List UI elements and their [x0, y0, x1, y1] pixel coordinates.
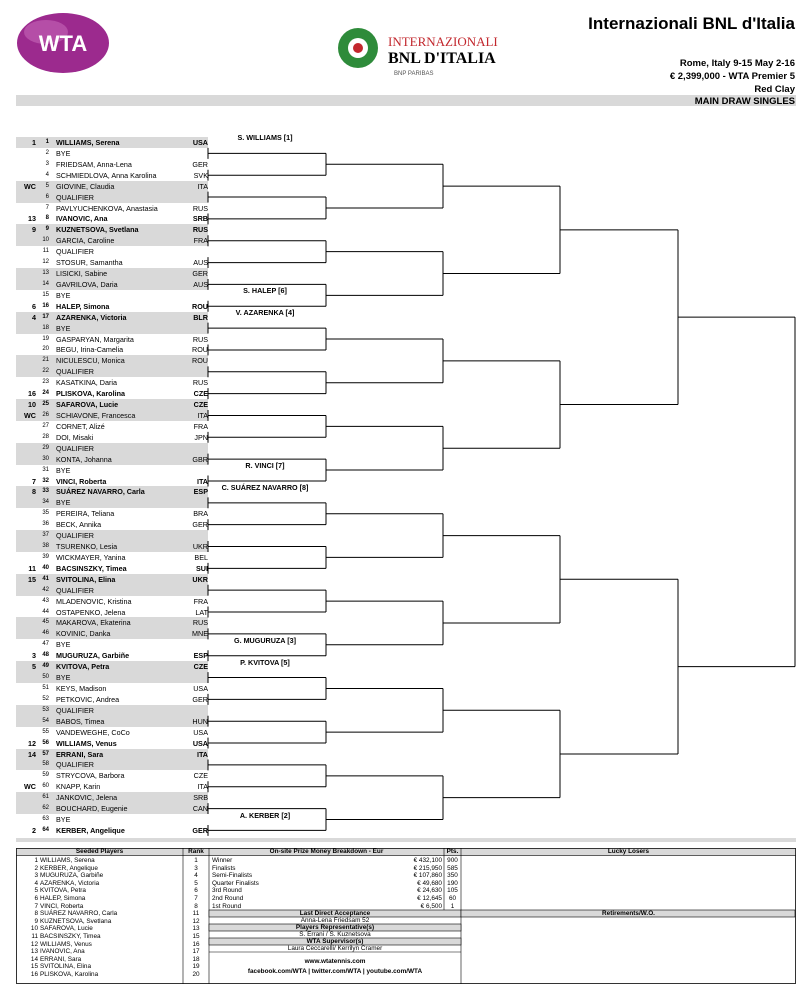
nationality: FRA	[193, 421, 208, 431]
prize-points: 60	[448, 895, 457, 902]
player-name: MUGURUZA, Garbiñe	[56, 651, 130, 661]
players-rep-header: Players Representative(s)	[295, 924, 375, 931]
seed-label: 4	[32, 312, 36, 322]
nationality: RUS	[192, 225, 208, 235]
nationality: BRA	[193, 509, 208, 519]
seeded-player: BACSINSZKY, Timea	[40, 933, 101, 940]
nationality: MNE	[192, 629, 208, 639]
seed-number: 16	[30, 971, 38, 978]
player-name: SAFAROVA, Lucie	[56, 400, 119, 410]
draw-number: 62	[42, 805, 49, 812]
seeded-player: SAFAROVA, Lucie	[40, 925, 93, 933]
nationality: JPN	[194, 432, 208, 442]
prize-money: € 24,630	[417, 887, 442, 895]
nationality: UKR	[192, 574, 208, 584]
last-direct-header: Last Direct Acceptance	[299, 910, 371, 917]
prize-money: € 6,500	[420, 902, 442, 910]
draw-number: 60	[42, 783, 49, 790]
draw-number: 16	[42, 302, 49, 309]
player-name: TSURENKO, Lesia	[56, 542, 118, 552]
player-name: KOVINIC, Danka	[56, 629, 111, 639]
seeded-rank: 3	[194, 864, 198, 872]
player-name: BYE	[56, 290, 71, 300]
nationality: GER	[192, 694, 208, 704]
seeded-rank: 17	[192, 948, 200, 956]
player-name: BYE	[56, 148, 71, 158]
seed-label: 11	[28, 563, 36, 573]
nationality: SRB	[192, 214, 208, 224]
lucky-losers-header: Lucky Losers	[607, 848, 650, 855]
nationality: CAN	[192, 804, 208, 814]
nationality: UKR	[192, 542, 208, 552]
draw-number: 15	[42, 291, 49, 298]
player-name: GIOVINE, Claudia	[56, 181, 115, 191]
prize-money: € 12,645	[417, 895, 442, 902]
nationality: USA	[193, 727, 208, 737]
player-name: MLADENOVIC, Kristina	[56, 596, 132, 606]
draw-number: 64	[42, 826, 49, 833]
event-logo-sub: BNP PARIBAS	[394, 71, 434, 77]
seed-label: 10	[28, 400, 36, 410]
player-name: PETKOVIC, Andrea	[56, 694, 120, 704]
nationality: BEL	[194, 552, 208, 562]
draw-type: MAIN DRAW SINGLES	[694, 96, 795, 107]
nationality: BLR	[193, 312, 208, 322]
seed-label: 7	[32, 476, 36, 486]
seed-number: 5	[34, 887, 38, 895]
draw-number: 8	[45, 215, 49, 222]
player-name: FRIEDSAM, Anna-Lena	[56, 159, 132, 169]
player-name: ERRANI, Sara	[56, 749, 104, 759]
seed-number: 6	[34, 895, 38, 902]
nationality: SRB	[193, 793, 208, 803]
player-name: PAVLYUCHENKOVA, Anastasia	[56, 203, 158, 213]
seed-number: 15	[30, 963, 38, 971]
draw-number: 57	[42, 750, 49, 757]
player-name: WICKMAYER, Yanina	[56, 552, 126, 562]
seeded-rank: 13	[192, 925, 200, 933]
social-links[interactable]: facebook.com/WTA | twitter.com/WTA | youtube.com/WTA	[247, 968, 423, 975]
player-name: JANKOVIC, Jelena	[56, 793, 118, 803]
divider	[16, 838, 796, 842]
player-name: BACSINSZKY, Timea	[56, 563, 127, 573]
nationality: USA	[192, 138, 208, 147]
seeded-rank: 16	[192, 940, 200, 948]
player-name: QUALIFIER	[56, 367, 94, 377]
player-name: WILLIAMS, Serena	[56, 138, 120, 147]
event-logo-line2: BNL D'ITALIA	[388, 50, 496, 67]
draw-number: 61	[42, 794, 49, 801]
player-name: LISICKI, Sabine	[56, 269, 108, 279]
draw-number: 43	[42, 597, 49, 604]
draw-number: 32	[42, 477, 49, 484]
seed-number: 1	[34, 857, 38, 864]
prize-round: Winner	[212, 857, 233, 864]
supervisor-header: WTA Supervisor(s)	[306, 938, 364, 945]
player-name: QUALIFIER	[56, 192, 94, 202]
second-round-winner: A. KERBER [2]	[239, 810, 291, 820]
seed-number: 9	[34, 917, 38, 925]
draw-number: 23	[42, 379, 49, 386]
seed-label: 16	[28, 389, 36, 399]
second-round-winner: S. WILLIAMS [1]	[237, 133, 293, 143]
seeded-header: Seeded Players	[75, 848, 124, 855]
seed-label: 14	[28, 749, 36, 759]
player-name: BYE	[56, 640, 71, 650]
player-name: KEYS, Madison	[56, 684, 107, 693]
player-name: SCHMIEDLOVA, Anna Karolina	[56, 170, 157, 180]
seeded-rank: 4	[194, 872, 198, 880]
seed-label: 3	[32, 651, 36, 661]
prize-points: 900	[447, 857, 458, 864]
nationality: USA	[193, 684, 208, 693]
seeded-rank: 18	[192, 955, 200, 963]
seeded-player: WILLIAMS, Venus	[40, 940, 92, 948]
player-name: PEREIRA, Teliana	[56, 509, 115, 519]
prize-money: € 49,680	[417, 879, 442, 887]
seed-number: 8	[34, 910, 38, 918]
prize-round: Semi-Finalists	[212, 872, 253, 880]
draw-number: 39	[42, 553, 49, 560]
supervisor-value: Laura Ceccarelli/ Kerrilyn Cramer	[287, 945, 383, 952]
seeded-player: VINCI, Roberta	[40, 902, 84, 910]
player-name: SUÁREZ NAVARRO, Carla	[56, 487, 145, 497]
player-name: SVITOLINA, Elina	[56, 574, 116, 584]
player-name: VANDEWEGHE, CoCo	[56, 727, 130, 737]
second-round-winner: G. MUGURUZA [3]	[233, 635, 297, 645]
player-name: OSTAPENKO, Jelena	[56, 607, 126, 617]
player-name: KONTA, Johanna	[56, 454, 112, 464]
nationality: CZE	[193, 771, 208, 781]
draw-number: 46	[42, 630, 49, 637]
draw-number: 7	[45, 204, 49, 211]
player-name: BYE	[56, 498, 71, 508]
draw-number: 12	[42, 259, 49, 266]
tournament-title: Internazionali BNL d'Italia	[588, 14, 795, 33]
draw-number: 19	[42, 335, 49, 342]
player-name: BYE	[56, 673, 71, 683]
player-name: BECK, Annika	[56, 520, 102, 530]
footer-table	[16, 848, 796, 984]
prize-round: 2nd Round	[212, 895, 244, 902]
draw-number: 4	[45, 171, 49, 178]
draw-number: 56	[42, 739, 49, 746]
prize-points: 105	[447, 887, 458, 895]
player-name: BYE	[56, 465, 71, 475]
seed-label: WC	[24, 411, 36, 420]
draw-number: 54	[42, 717, 49, 724]
retirements-header: Retirements/W.O.	[602, 910, 655, 917]
nationality: HUN	[192, 716, 208, 726]
seed-label: 9	[32, 225, 36, 235]
seeded-rank: 5	[194, 879, 198, 887]
prize-points: 190	[447, 879, 458, 887]
draw-number: 3	[45, 160, 49, 167]
player-name: HALEP, Simona	[56, 301, 110, 311]
seeded-rank: 1	[194, 857, 198, 864]
seeded-rank: 15	[192, 933, 200, 940]
draw-number: 33	[42, 488, 49, 495]
last-direct-value: Anna-Lena Friedsam 52	[300, 917, 370, 924]
draw-number: 44	[42, 608, 49, 615]
seeded-rank: 20	[192, 971, 200, 978]
seeded-rank: 19	[192, 963, 200, 971]
draw-number: 5	[45, 182, 49, 189]
prize-round: 1st Round	[212, 902, 242, 910]
draw-number: 17	[42, 313, 49, 320]
player-name: STOSUR, Samantha	[56, 258, 123, 268]
event-logo-line1: INTERNAZIONALI	[388, 34, 498, 49]
location-dates: Rome, Italy 9-15 May 2-16	[679, 58, 795, 69]
draw-number: 30	[42, 455, 49, 462]
second-round-winner: V. AZARENKA [4]	[235, 308, 295, 318]
nationality: USA	[192, 738, 208, 748]
seeded-player: HALEP, Simona	[40, 895, 86, 902]
player-name: PLISKOVA, Karolina	[56, 389, 125, 399]
player-name: BEGU, Irina-Camelia	[56, 345, 124, 355]
player-name: QUALIFIER	[56, 247, 94, 257]
seed-label: 8	[32, 487, 36, 497]
seeded-rank: 6	[194, 887, 198, 895]
draw-number: 6	[45, 193, 49, 200]
seed-label: WC	[24, 782, 36, 792]
second-round-winner: S. HALEP [6]	[243, 286, 287, 296]
nationality: GER	[192, 825, 208, 835]
prize-category: € 2,399,000 - WTA Premier 5	[669, 71, 795, 82]
prize-round: 3rd Round	[212, 887, 242, 895]
nationality: GER	[192, 520, 208, 530]
player-name: VINCI, Roberta	[56, 476, 107, 486]
draw-number: 14	[42, 280, 49, 287]
nationality: ROU	[192, 356, 208, 366]
seeded-player: SVITOLINA, Elina	[40, 963, 92, 971]
seed-label: 15	[28, 574, 36, 584]
prize-points: 350	[447, 872, 458, 880]
player-name: GARCIA, Caroline	[56, 236, 115, 246]
draw-number: 9	[45, 226, 49, 233]
nationality: GER	[192, 269, 208, 279]
draw-number: 38	[42, 543, 49, 550]
rank-header: Rank	[188, 848, 204, 855]
seeded-player: KVITOVA, Petra	[40, 887, 86, 895]
player-name: MAKAROVA, Ekaterina	[56, 618, 131, 628]
nationality: ROU	[192, 345, 208, 355]
seeded-rank: 7	[194, 895, 198, 902]
seed-number: 13	[30, 948, 38, 956]
seeded-player: KUZNETSOVA, Svetlana	[40, 917, 112, 925]
player-name: CORNET, Alizé	[56, 421, 105, 431]
seed-label: 1	[32, 138, 36, 147]
draw-number: 35	[42, 510, 49, 517]
player-name: BYE	[56, 815, 71, 825]
prize-points: 585	[447, 864, 458, 872]
seed-number: 12	[30, 940, 38, 948]
player-name: NICULESCU, Monica	[56, 356, 125, 366]
seeded-player: PLISKOVA, Karolina	[40, 971, 99, 978]
draw-number: 50	[42, 674, 49, 681]
draw-number: 34	[42, 499, 49, 506]
draw-number: 52	[42, 695, 49, 702]
draw-number: 51	[42, 685, 49, 691]
nationality: CZE	[193, 400, 208, 410]
seed-number: 7	[34, 902, 38, 910]
nationality: RUS	[192, 618, 208, 628]
prize-header: On-site Prize Money Breakdown - Eur	[269, 848, 384, 855]
draw-number: 36	[42, 521, 49, 528]
player-name: BABOS, Timea	[56, 716, 105, 726]
draw-number: 25	[42, 401, 49, 408]
seed-label: 6	[32, 301, 36, 311]
player-name: DOI, Misaki	[56, 432, 94, 442]
nationality: GBR	[192, 454, 208, 464]
seed-number: 11	[31, 933, 38, 940]
players-rep-value: S. Errani / S. Kuznetsova	[299, 931, 371, 938]
player-name: KUZNETSOVA, Svetlana	[56, 225, 139, 235]
prize-round: Quarter Finalists	[212, 879, 259, 887]
second-round-winner: R. VINCI [7]	[245, 461, 285, 471]
nationality: RUS	[192, 334, 208, 344]
player-name: GASPARYAN, Margarita	[56, 334, 134, 344]
prize-points: 1	[450, 902, 455, 910]
second-round-winner: C. SUÁREZ NAVARRO [8]	[221, 482, 309, 492]
nationality: RUS	[192, 378, 208, 388]
draw-number: 18	[42, 324, 49, 331]
player-name: SCHIAVONE, Francesca	[56, 411, 136, 420]
draw-number: 53	[42, 706, 49, 713]
draw-number: 26	[42, 412, 49, 418]
nationality: RUS	[192, 203, 208, 213]
seeded-player: ERRANI, Sara	[40, 955, 82, 963]
draw-number: 13	[42, 270, 49, 277]
player-name: AZARENKA, Victoria	[56, 312, 127, 322]
seed-number: 14	[30, 955, 38, 963]
nationality: CZE	[193, 662, 208, 672]
player-name: BYE	[56, 323, 71, 333]
draw-number: 49	[42, 663, 49, 670]
draw-number: 22	[42, 368, 49, 375]
seed-number: 10	[30, 925, 38, 933]
prize-money: € 432,100	[413, 857, 442, 864]
player-name: QUALIFIER	[56, 531, 94, 541]
nationality: ITA	[196, 749, 208, 759]
nationality: ESP	[193, 487, 208, 497]
draw-number: 21	[42, 357, 49, 364]
draw-number: 20	[42, 346, 49, 353]
nationality: FRA	[193, 236, 208, 246]
draw-number: 27	[42, 422, 49, 429]
seed-label: 13	[28, 214, 36, 224]
seeded-player: AZARENKA, Victoria	[40, 879, 100, 887]
pts-header: Pts.	[446, 848, 459, 855]
player-name: KNAPP, Karin	[56, 782, 101, 792]
draw-number: 37	[42, 532, 49, 539]
nationality: LAT	[195, 607, 208, 617]
seeded-player: SUÁREZ NAVARRO, Carla	[40, 910, 118, 918]
nationality: FRA	[193, 596, 208, 606]
player-name: KERBER, Angelique	[56, 825, 125, 835]
seed-label: WC	[24, 181, 36, 191]
draw-number: 24	[42, 390, 49, 397]
surface: Red Clay	[754, 84, 795, 95]
seed-number: 3	[34, 872, 38, 880]
draw-number: 41	[42, 575, 49, 582]
seeded-rank: 12	[192, 917, 200, 925]
nationality: SVK	[193, 170, 208, 180]
player-name: BOUCHARD, Eugenie	[56, 804, 128, 814]
seeded-rank: 11	[192, 910, 200, 918]
draw-number: 47	[42, 641, 49, 648]
draw-number: 31	[42, 466, 49, 473]
draw-number: 40	[42, 564, 49, 571]
nationality: ITA	[197, 411, 208, 420]
draw-number: 63	[42, 816, 49, 823]
draw-number: 45	[42, 619, 49, 626]
seeded-rank: 8	[194, 902, 198, 910]
seeded-player: IVANOVIC, Ana	[40, 948, 85, 956]
wta-logo-text: WTA	[38, 31, 88, 56]
player-name: QUALIFIER	[56, 705, 94, 715]
seeded-player: WILLIAMS, Serena	[40, 857, 95, 864]
nationality: GER	[192, 159, 208, 169]
seed-number: 4	[34, 879, 38, 887]
prize-money: € 107,860	[413, 872, 442, 880]
seed-label: 2	[32, 825, 36, 835]
draw-number: 58	[42, 761, 49, 768]
draw-number: 1	[45, 139, 49, 145]
draw-number: 29	[42, 444, 49, 451]
seed-label: 12	[28, 738, 36, 748]
player-name: KVITOVA, Petra	[56, 662, 110, 672]
draw-number: 59	[42, 772, 49, 779]
seed-label: 5	[32, 662, 36, 672]
seed-number: 2	[34, 864, 38, 872]
draw-number: 2	[45, 149, 49, 156]
prize-money: € 215,950	[413, 864, 442, 872]
nationality: CZE	[193, 389, 208, 399]
seeded-player: KERBER, Angelique	[40, 864, 98, 872]
nationality: AUS	[193, 279, 208, 289]
player-name: STRYCOVA, Barbora	[56, 771, 125, 781]
draw-number: 42	[42, 586, 49, 593]
draw-number: 11	[42, 248, 49, 255]
draw-number: 28	[42, 433, 49, 440]
player-name: QUALIFIER	[56, 585, 94, 595]
prize-round: Finalists	[212, 864, 236, 872]
nationality: ITA	[196, 476, 208, 486]
player-name: WILLIAMS, Venus	[56, 738, 117, 748]
player-name: KASATKINA, Daria	[56, 378, 117, 388]
nationality: ROU	[192, 301, 208, 311]
player-name: GAVRILOVA, Daria	[56, 279, 118, 289]
nationality: ITA	[197, 782, 208, 792]
seeded-player: MUGURUZA, Garbiñe	[40, 872, 104, 880]
draw-number: 10	[42, 237, 49, 244]
website-link[interactable]: www.wtatennis.com	[304, 958, 366, 965]
draw-number: 55	[42, 728, 49, 735]
player-name: IVANOVIC, Ana	[56, 214, 108, 224]
nationality: ESP	[193, 651, 208, 661]
nationality: ITA	[197, 181, 208, 191]
nationality: AUS	[193, 258, 208, 268]
draw-number: 48	[42, 652, 49, 659]
second-round-winner: P. KVITOVA [5]	[240, 657, 290, 667]
player-name: QUALIFIER	[56, 760, 94, 770]
player-name: QUALIFIER	[56, 443, 94, 453]
nationality: SUI	[196, 563, 208, 573]
